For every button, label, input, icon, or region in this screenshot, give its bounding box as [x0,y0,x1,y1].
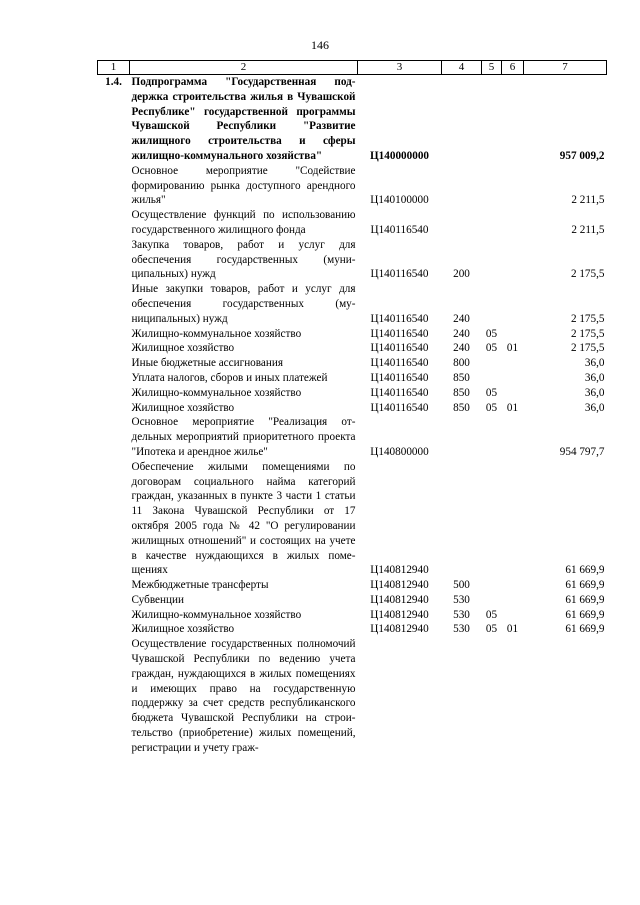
row-amount: 2 175,5 [570,268,605,281]
row-number [98,608,130,623]
row-code: Ц140100000 [370,194,429,207]
row-amount: 36,0 [584,386,605,399]
table-row [98,608,607,623]
header-col-4: 4 [442,61,482,75]
row-amount: 2 175,5 [570,327,605,340]
row-col-5: 05 [485,342,498,355]
row-code: Ц140116540 [370,268,429,281]
table-row [98,75,607,164]
row-number [98,386,130,401]
row-description: Иные бюджетные ассигнования [131,357,283,370]
row-code: Ц140116540 [370,342,429,355]
row-col-5 [482,238,502,282]
row-number: 1.4. [105,76,122,88]
row-code: Ц140116540 [370,223,429,236]
row-number [98,415,130,459]
header-col-5: 5 [482,61,502,75]
row-col-6 [502,415,524,459]
row-col-5: 05 [485,608,498,621]
row-number [98,401,130,416]
row-code: Ц140812940 [370,579,429,592]
row-col-5 [482,75,502,164]
row-col-4: 240 [453,312,470,325]
row-col-6: 01 [506,623,519,636]
row-amount: 2 175,5 [570,312,605,325]
row-col-5 [482,415,502,459]
table-row [98,238,607,282]
table-header [98,61,607,75]
row-col-6 [502,608,524,623]
row-col-6 [502,593,524,608]
row-code: Ц140116540 [370,401,429,414]
row-col-4: 240 [453,327,470,340]
row-col-6 [502,238,524,282]
row-col-6 [502,371,524,386]
row-number [98,356,130,371]
row-col-6: 01 [506,401,519,414]
row-col-4: 200 [453,268,470,281]
header-col-6: 6 [502,61,524,75]
table-row [98,401,607,416]
row-col-4 [442,415,482,459]
row-col-4: 530 [453,593,470,606]
row-col-5 [482,460,502,578]
row-amount: 36,0 [584,401,605,414]
row-amount: 61 669,9 [565,623,605,636]
row-col-5 [482,637,502,755]
row-number [98,371,130,386]
row-description: Жилищное хозяйство [131,623,235,636]
table-body [98,75,607,756]
row-description: Межбюджетные трансферты [131,579,269,592]
row-amount: 61 669,9 [565,564,605,577]
row-amount: 61 669,9 [565,608,605,621]
row-col-6 [502,460,524,578]
row-col-4: 850 [453,371,470,384]
row-description: Жилищно-коммунальное хозяйство [131,608,302,621]
row-col-4 [442,164,482,208]
row-description: Жилищно-коммунальное хозяйство [131,386,302,399]
table-row [98,578,607,593]
row-code: Ц140116540 [370,357,429,370]
row-description: Жилищное хозяйство [131,401,235,414]
row-number [98,238,130,282]
row-col-6 [502,282,524,326]
row-col-6 [502,356,524,371]
row-col-4: 530 [453,623,470,636]
row-col-5 [482,208,502,238]
page-number: 146 [311,38,329,52]
row-code: Ц140116540 [370,312,429,325]
row-col-4 [442,208,482,238]
row-description: Закупка товаров, работ и услуг для обеспечения государственных (муниципальных) нужд [131,238,356,281]
row-code: Ц140812940 [370,623,429,636]
row-number [98,578,130,593]
row-col-4: 850 [453,401,470,414]
header-col-3: 3 [358,61,442,75]
row-col-5 [482,371,502,386]
row-number [98,164,130,208]
row-col-5 [482,164,502,208]
row-col-4 [442,460,482,578]
row-number [98,460,130,578]
row-col-6: 01 [506,342,519,355]
table-row [98,637,607,755]
row-description: Жилищное хозяйство [131,342,235,355]
row-amount: 36,0 [584,371,605,384]
row-description: Осуществление функций по использованию государственного жилищного фонда [131,209,356,236]
row-amount: 61 669,9 [565,593,605,606]
row-number [98,327,130,342]
table-row [98,164,607,208]
table-row [98,460,607,578]
row-amount: 61 669,9 [565,579,605,592]
table-row [98,208,607,238]
row-number [98,341,130,356]
header-col-2: 2 [130,61,358,75]
row-col-4: 500 [453,579,470,592]
row-description: Осуществление государственных полномочий Чувашской Республики по ведению учета граждан, нуждающихся в жилых помещениях и имеющих право на государственную поддержку за счет средств республиканского бюджета Чувашской Республики на строительство (приобретение) жилых помещений, регистрации и учету граж- [131,638,356,754]
row-col-5 [482,593,502,608]
row-description: Иные закупки товаров, работ и услуг для обеспечения государственных (муниципальных) нужд [131,283,356,325]
row-description: Жилищно-коммунальное хозяйство [131,327,302,340]
table-row [98,341,607,356]
row-code: Ц140800000 [370,445,429,458]
row-col-4: 800 [453,357,470,370]
row-amount: 954 797,7 [559,445,605,458]
table-row [98,327,607,342]
row-amount: 2 211,5 [571,194,605,207]
row-description: Основное мероприятие "Реализация отдельных мероприятий приоритетного проекта "Ипотека и арендное жилье" [131,416,356,458]
row-amount: 2 211,5 [571,223,605,236]
row-col-6 [502,164,524,208]
row-code: Ц140116540 [370,371,429,384]
row-col-4 [442,637,482,755]
row-code: Ц140812940 [370,593,429,606]
header-col-7: 7 [524,61,607,75]
table-row [98,415,607,459]
row-col-6 [502,386,524,401]
row-col-5: 05 [485,386,498,399]
row-description: Подпрограмма "Государственная поддержка строительства жилья в Чувашской Республике" государственной программы Чувашской Республики "Развитие жилищного строительства и сферы жилищно-коммунального хозяйства" [131,76,356,162]
row-amount [524,637,607,755]
row-description: Основное мероприятие "Содействие формированию рынка доступного арендного жилья" [131,164,356,207]
row-amount: 2 175,5 [570,342,605,355]
row-col-4: 240 [453,342,470,355]
row-col-5 [482,578,502,593]
row-code: Ц140812940 [370,564,429,577]
row-col-5: 05 [485,401,498,414]
row-col-4: 530 [453,608,470,621]
row-number [98,593,130,608]
row-number [98,282,130,326]
row-col-6 [502,637,524,755]
row-description: Субвенции [131,593,184,606]
row-description: Уплата налогов, сборов и иных платежей [131,371,328,384]
table-row [98,282,607,326]
row-col-5 [482,356,502,371]
row-col-5 [482,282,502,326]
budget-table [97,60,607,756]
row-col-6 [502,578,524,593]
row-description: Обеспечение жилыми помещениями по договорам социального найма категорий граждан, указанных в пункте 3 части 1 статьи 11 Закона Чувашской Республики от 17 октября 2005 года № 42 "О регулировании жилищных отношений" и состоящих на учете в качестве нуждающихся в жилых помещениях [131,460,356,577]
row-col-4: 850 [453,386,470,399]
row-col-4 [442,75,482,164]
row-col-6 [502,208,524,238]
row-number [98,622,130,637]
table-row [98,371,607,386]
row-number [98,637,130,755]
row-number [98,208,130,238]
table-row [98,622,607,637]
row-code: Ц140116540 [370,386,429,399]
row-code: Ц140116540 [370,327,429,340]
header-col-1: 1 [98,61,130,75]
row-amount: 36,0 [584,357,605,370]
row-code: Ц140000000 [369,149,430,162]
row-col-6 [502,327,524,342]
table-row [98,593,607,608]
row-code [358,637,442,755]
row-code: Ц140812940 [370,608,429,621]
row-col-5: 05 [485,327,498,340]
table-row [98,386,607,401]
row-amount: 957 009,2 [559,149,605,162]
table-row [98,356,607,371]
row-col-5: 05 [485,623,498,636]
row-col-6 [502,75,524,164]
